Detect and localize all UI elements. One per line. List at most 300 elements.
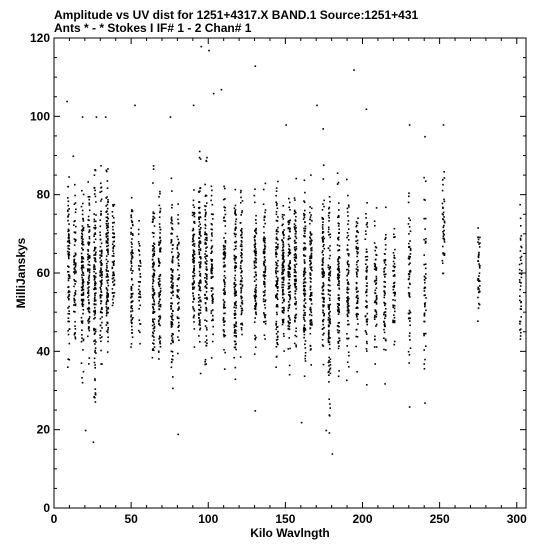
data-point bbox=[87, 336, 89, 338]
data-point bbox=[337, 269, 339, 271]
data-point bbox=[138, 296, 140, 298]
data-point bbox=[235, 245, 237, 247]
data-point bbox=[159, 275, 161, 277]
data-point bbox=[212, 293, 214, 295]
data-point bbox=[205, 341, 207, 343]
data-point bbox=[408, 362, 410, 364]
data-point bbox=[323, 164, 325, 166]
data-point bbox=[276, 205, 278, 207]
data-point bbox=[424, 359, 426, 361]
data-point bbox=[310, 309, 312, 311]
data-point bbox=[309, 223, 311, 225]
data-point bbox=[81, 247, 83, 249]
data-point bbox=[241, 288, 243, 290]
data-point bbox=[235, 279, 237, 281]
data-point bbox=[442, 190, 444, 192]
data-point bbox=[205, 228, 207, 230]
data-point bbox=[152, 290, 154, 292]
data-point bbox=[311, 239, 313, 241]
data-point bbox=[328, 312, 330, 314]
data-point bbox=[94, 279, 96, 281]
data-point bbox=[479, 242, 481, 244]
data-point bbox=[329, 272, 331, 274]
data-point bbox=[295, 242, 297, 244]
data-point bbox=[322, 259, 324, 261]
data-point bbox=[205, 325, 207, 327]
data-point bbox=[276, 321, 278, 323]
data-point bbox=[322, 250, 324, 252]
data-point bbox=[68, 258, 70, 260]
data-point bbox=[159, 216, 161, 218]
data-point bbox=[394, 295, 396, 297]
data-point bbox=[283, 310, 285, 312]
data-point bbox=[310, 364, 312, 366]
data-point bbox=[393, 261, 395, 263]
data-point bbox=[329, 274, 331, 276]
data-point bbox=[107, 253, 109, 255]
data-point bbox=[347, 232, 349, 234]
data-point bbox=[289, 231, 291, 233]
data-point bbox=[101, 283, 103, 285]
data-point bbox=[223, 246, 225, 248]
data-point bbox=[521, 270, 523, 272]
data-point bbox=[425, 302, 427, 304]
data-point bbox=[409, 339, 411, 341]
data-point bbox=[520, 308, 522, 310]
data-point bbox=[212, 326, 214, 328]
data-point bbox=[276, 264, 278, 266]
data-point bbox=[283, 279, 285, 281]
data-point bbox=[323, 298, 325, 300]
data-point bbox=[374, 225, 376, 227]
data-point bbox=[329, 212, 331, 214]
data-point bbox=[87, 249, 89, 251]
data-point bbox=[87, 320, 89, 322]
y-axis bbox=[30, 31, 526, 515]
data-point bbox=[295, 280, 297, 282]
data-point bbox=[68, 280, 70, 282]
data-point bbox=[235, 284, 237, 286]
data-point bbox=[479, 267, 481, 269]
data-point bbox=[199, 242, 201, 244]
data-point bbox=[158, 282, 160, 284]
data-point bbox=[130, 307, 132, 309]
data-point bbox=[241, 334, 243, 336]
data-point bbox=[192, 306, 194, 308]
data-point bbox=[211, 186, 213, 188]
data-point bbox=[234, 288, 236, 290]
data-point bbox=[375, 267, 377, 269]
data-point bbox=[294, 317, 296, 319]
data-point bbox=[235, 236, 237, 238]
data-point bbox=[275, 366, 277, 368]
data-point bbox=[223, 254, 225, 256]
data-point bbox=[94, 193, 96, 195]
data-point bbox=[357, 295, 359, 297]
data-point bbox=[375, 283, 377, 285]
data-point bbox=[255, 314, 257, 316]
data-point bbox=[177, 214, 179, 216]
data-point bbox=[193, 298, 195, 300]
data-point bbox=[295, 178, 297, 180]
data-point bbox=[75, 292, 77, 294]
data-point bbox=[68, 299, 70, 301]
data-point bbox=[374, 339, 376, 341]
data-point bbox=[444, 201, 446, 203]
data-point bbox=[113, 255, 115, 257]
data-point bbox=[241, 277, 243, 279]
data-point bbox=[304, 288, 306, 290]
data-point bbox=[206, 308, 208, 310]
data-point bbox=[287, 227, 289, 229]
data-point bbox=[323, 236, 325, 238]
data-point bbox=[172, 333, 174, 335]
data-point bbox=[328, 306, 330, 308]
data-point bbox=[289, 222, 291, 224]
data-point bbox=[264, 276, 266, 278]
data-point bbox=[170, 222, 172, 224]
y-tick-label: 20 bbox=[36, 422, 50, 437]
data-point bbox=[83, 220, 85, 222]
data-point bbox=[106, 324, 108, 326]
data-point bbox=[89, 357, 91, 359]
data-point bbox=[154, 250, 156, 252]
data-point bbox=[276, 312, 278, 314]
data-point bbox=[394, 228, 396, 230]
data-point bbox=[424, 136, 426, 138]
data-point bbox=[384, 294, 386, 296]
data-point bbox=[178, 339, 180, 341]
data-point bbox=[81, 236, 83, 238]
data-point bbox=[347, 208, 349, 210]
data-point bbox=[264, 223, 266, 225]
data-point bbox=[199, 188, 201, 190]
data-point bbox=[322, 226, 324, 228]
data-point bbox=[288, 198, 290, 200]
data-point bbox=[520, 338, 522, 340]
data-point bbox=[233, 357, 235, 359]
data-point bbox=[108, 279, 110, 281]
data-point bbox=[410, 347, 412, 349]
data-point bbox=[223, 266, 225, 268]
data-point bbox=[153, 248, 155, 250]
data-point bbox=[337, 264, 339, 266]
data-point bbox=[208, 50, 210, 52]
data-point bbox=[172, 324, 174, 326]
x-tick-label: 250 bbox=[429, 512, 450, 526]
data-point bbox=[88, 319, 90, 321]
data-point bbox=[82, 218, 84, 220]
data-point bbox=[132, 249, 134, 251]
data-point bbox=[520, 321, 522, 323]
data-point bbox=[170, 242, 172, 244]
data-point bbox=[201, 46, 203, 48]
data-point bbox=[178, 330, 180, 332]
data-point bbox=[443, 236, 445, 238]
data-point bbox=[392, 299, 394, 301]
data-point bbox=[424, 199, 426, 201]
data-point bbox=[276, 333, 278, 335]
data-point bbox=[101, 198, 103, 200]
data-point bbox=[74, 325, 76, 327]
data-point bbox=[95, 388, 97, 390]
data-point bbox=[224, 302, 226, 304]
data-point bbox=[94, 221, 96, 223]
data-point bbox=[205, 219, 207, 221]
data-point bbox=[241, 241, 243, 243]
data-point bbox=[206, 339, 208, 341]
data-point bbox=[374, 220, 376, 222]
data-point bbox=[304, 281, 306, 283]
data-point bbox=[425, 241, 427, 243]
data-point bbox=[375, 246, 377, 248]
data-point bbox=[294, 247, 296, 249]
data-point bbox=[198, 283, 200, 285]
data-point bbox=[424, 279, 426, 281]
data-point bbox=[205, 302, 207, 304]
data-point bbox=[130, 233, 132, 235]
data-point bbox=[323, 178, 325, 180]
data-point bbox=[365, 217, 367, 219]
data-point bbox=[275, 329, 277, 331]
data-point bbox=[67, 216, 69, 218]
data-point bbox=[348, 239, 350, 241]
data-point bbox=[172, 291, 174, 293]
data-point bbox=[138, 229, 140, 231]
x-tick-label: 200 bbox=[352, 512, 373, 526]
data-point bbox=[152, 319, 154, 321]
data-point bbox=[107, 322, 109, 324]
data-point bbox=[303, 248, 305, 250]
data-point bbox=[130, 216, 132, 218]
data-point bbox=[263, 238, 265, 240]
data-point bbox=[376, 316, 378, 318]
data-point bbox=[328, 247, 330, 249]
data-point bbox=[132, 221, 134, 223]
data-point bbox=[160, 304, 162, 306]
data-point bbox=[199, 151, 201, 153]
data-point bbox=[139, 285, 141, 287]
data-point bbox=[234, 330, 236, 332]
data-point bbox=[159, 251, 161, 253]
data-point bbox=[409, 406, 411, 408]
data-point bbox=[153, 265, 155, 267]
data-point bbox=[295, 346, 297, 348]
data-point bbox=[276, 356, 278, 358]
data-point bbox=[206, 320, 208, 322]
data-point bbox=[394, 341, 396, 343]
data-point bbox=[322, 262, 324, 264]
data-point bbox=[138, 289, 140, 291]
data-point bbox=[288, 322, 290, 324]
data-point bbox=[347, 338, 349, 340]
data-point bbox=[409, 124, 411, 126]
data-point bbox=[338, 295, 340, 297]
data-point bbox=[204, 253, 206, 255]
data-point bbox=[234, 282, 236, 284]
data-point bbox=[234, 332, 236, 334]
data-point bbox=[88, 196, 90, 198]
data-point bbox=[225, 214, 227, 216]
data-point bbox=[394, 320, 396, 322]
data-point bbox=[240, 292, 242, 294]
data-point bbox=[375, 290, 377, 292]
data-point bbox=[223, 349, 225, 351]
data-point bbox=[347, 361, 349, 363]
data-point bbox=[236, 218, 238, 220]
data-point bbox=[385, 314, 387, 316]
y-tick-label: 60 bbox=[36, 266, 50, 280]
data-point bbox=[322, 224, 324, 226]
data-point bbox=[322, 218, 324, 220]
data-point bbox=[94, 378, 96, 380]
data-point bbox=[309, 320, 311, 322]
data-point bbox=[199, 271, 201, 273]
data-point bbox=[198, 309, 200, 311]
data-point bbox=[94, 350, 96, 352]
data-point bbox=[68, 235, 70, 237]
data-point bbox=[234, 259, 236, 261]
data-point bbox=[200, 290, 202, 292]
data-point bbox=[305, 352, 307, 354]
data-point bbox=[225, 252, 227, 254]
data-point bbox=[276, 187, 278, 189]
data-point bbox=[82, 244, 84, 246]
data-point bbox=[311, 315, 313, 317]
data-point bbox=[114, 245, 116, 247]
data-point bbox=[106, 273, 108, 275]
data-point bbox=[106, 259, 108, 261]
data-point bbox=[442, 252, 444, 254]
data-point bbox=[339, 272, 341, 274]
data-point bbox=[159, 237, 161, 239]
data-point bbox=[520, 328, 522, 330]
data-point bbox=[425, 297, 427, 299]
data-point bbox=[199, 232, 201, 234]
data-point bbox=[95, 392, 97, 394]
data-point bbox=[172, 258, 174, 260]
data-point bbox=[337, 172, 339, 174]
data-point bbox=[330, 368, 332, 370]
data-point bbox=[385, 249, 387, 251]
data-point bbox=[304, 331, 306, 333]
data-point bbox=[152, 306, 154, 308]
data-point bbox=[322, 238, 324, 240]
data-point bbox=[277, 344, 279, 346]
data-point bbox=[329, 258, 331, 260]
data-point bbox=[326, 430, 328, 432]
data-point bbox=[295, 233, 297, 235]
data-point bbox=[323, 200, 325, 202]
data-point bbox=[338, 229, 340, 231]
data-point bbox=[323, 206, 325, 208]
data-point bbox=[211, 357, 213, 359]
data-point bbox=[283, 321, 285, 323]
data-point bbox=[178, 222, 180, 224]
data-point bbox=[310, 174, 312, 176]
data-point bbox=[240, 222, 242, 224]
data-point bbox=[204, 294, 206, 296]
data-point bbox=[477, 287, 479, 289]
data-point bbox=[178, 302, 180, 304]
data-point bbox=[160, 343, 162, 345]
data-point bbox=[305, 282, 307, 284]
data-point bbox=[356, 307, 358, 309]
data-point bbox=[394, 322, 396, 324]
data-point bbox=[225, 207, 227, 209]
data-point bbox=[223, 324, 225, 326]
data-point bbox=[192, 239, 194, 241]
data-point bbox=[309, 260, 311, 262]
data-point bbox=[328, 294, 330, 296]
data-point bbox=[95, 227, 97, 229]
data-point bbox=[394, 249, 396, 251]
data-point bbox=[276, 346, 278, 348]
data-point bbox=[132, 210, 134, 212]
data-point bbox=[225, 220, 227, 222]
data-point bbox=[67, 186, 69, 188]
data-point bbox=[234, 341, 236, 343]
data-point bbox=[408, 256, 410, 258]
data-point bbox=[192, 254, 194, 256]
data-point bbox=[276, 283, 278, 285]
data-point bbox=[424, 313, 426, 315]
data-point bbox=[205, 237, 207, 239]
data-point bbox=[309, 314, 311, 316]
data-point bbox=[374, 363, 376, 365]
data-point bbox=[384, 303, 386, 305]
data-point bbox=[241, 257, 243, 259]
data-point bbox=[295, 276, 297, 278]
data-point bbox=[132, 284, 134, 286]
data-point bbox=[304, 192, 306, 194]
data-point bbox=[81, 334, 83, 336]
data-point bbox=[178, 277, 180, 279]
data-point bbox=[88, 243, 90, 245]
data-point bbox=[409, 284, 411, 286]
data-point bbox=[152, 221, 154, 223]
data-point bbox=[241, 312, 243, 314]
data-point bbox=[89, 236, 91, 238]
data-point bbox=[159, 280, 161, 282]
data-point bbox=[346, 380, 348, 382]
data-point bbox=[374, 250, 376, 252]
data-point bbox=[283, 335, 285, 337]
data-point bbox=[240, 202, 242, 204]
data-point bbox=[338, 182, 340, 184]
data-point bbox=[356, 303, 358, 305]
data-point bbox=[423, 264, 425, 266]
data-point bbox=[95, 254, 97, 256]
data-point bbox=[347, 253, 349, 255]
data-point bbox=[210, 259, 212, 261]
data-point bbox=[323, 319, 325, 321]
data-point bbox=[75, 290, 77, 292]
data-point bbox=[74, 333, 76, 335]
data-point bbox=[107, 282, 109, 284]
data-point bbox=[255, 242, 257, 244]
data-point bbox=[348, 355, 350, 357]
data-point bbox=[74, 267, 76, 269]
data-point bbox=[101, 274, 103, 276]
data-point bbox=[160, 229, 162, 231]
data-point bbox=[264, 334, 266, 336]
data-point bbox=[83, 371, 85, 373]
data-point bbox=[409, 325, 411, 327]
data-point bbox=[367, 222, 369, 224]
data-point bbox=[223, 299, 225, 301]
data-point bbox=[212, 302, 214, 304]
